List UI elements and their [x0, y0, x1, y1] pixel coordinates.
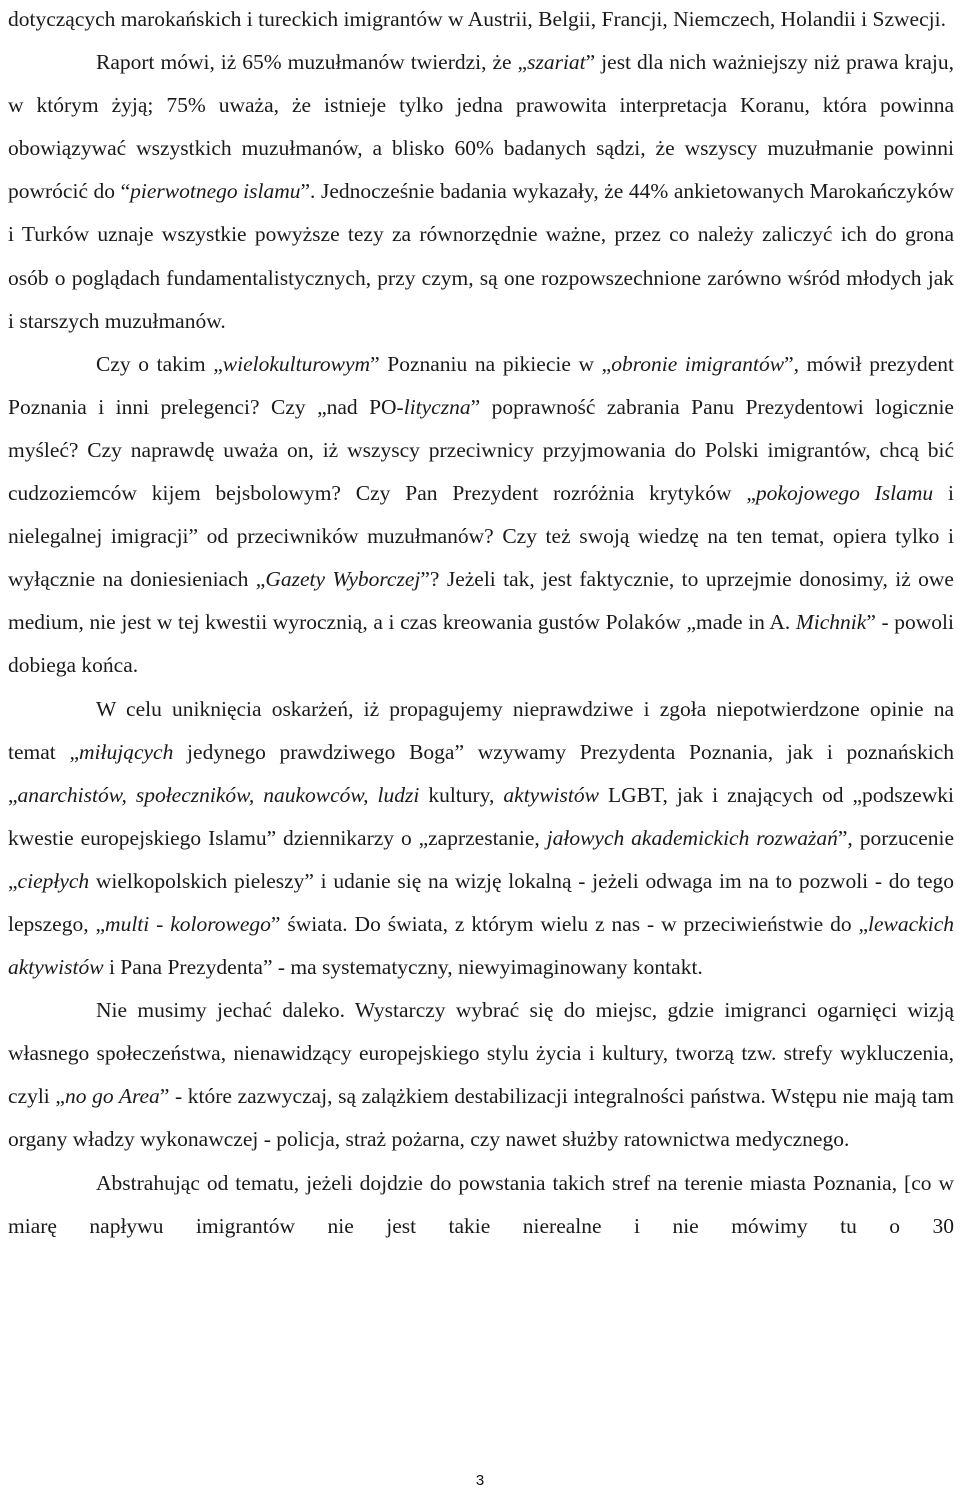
italic-text: no go Area — [64, 1084, 160, 1109]
text-run: ” jest dla nich ważniejszy niż prawa kraju, w którym żyją; 75% uważa, że istnieje tylko jedna prawowita interpretacja Koranu, która powinna obowiązywać wszystkich muzułmanów, a blisko 60% badanych sądzi, że wszyscy muzułmanie powinni powrócić do “ — [8, 50, 955, 204]
paragraph-continuation — [8, 0, 954, 41]
text-run: kultury, — [419, 782, 504, 807]
italic-text: wielokulturowym — [222, 351, 371, 376]
italic-text: aktywistów — [503, 782, 599, 807]
italic-text: miłujących — [79, 739, 174, 764]
italic-text: Gazety Wyborczej — [265, 567, 421, 592]
text-run: ” poprawność zabrania Panu Prezydentowi logicznie myśleć? Czy naprawdę uważa on, iż wszyscy przeciwnicy przyjmowania do Polski imigrantów, chcą bić cudzoziemców kijem bejsbolowym? Czy Pan Prezydent rozróżnia krytyków „ — [8, 394, 954, 506]
italic-text: lityczna — [403, 394, 471, 419]
paragraph-raport — [8, 41, 954, 343]
text-run: ” świata. Do świata, z którym wielu z nas - w przeciwieństwie do „ — [270, 911, 869, 936]
text-run: i Pana Prezydenta” - ma systematyczny, niewyimaginowany kontakt. — [103, 955, 703, 980]
paragraph-nie-musimy — [8, 989, 954, 1161]
italic-text: obronie imigrantów — [611, 351, 785, 376]
paragraph-abstrahujac — [8, 1162, 954, 1248]
text-run: dotyczących marokańskich i tureckich imigrantów w Austrii, Belgii, Francji, Niemczech, Holandii i Szwecji. — [8, 7, 946, 31]
text-run: W celu uniknięcia oskarżeń, iż propagujemy nieprawdziwe i zgoła niepotwierdzone opinie na temat „ — [8, 696, 954, 764]
text-run: LGBT, jak i znających od „podszewki kwestie europejskiego Islamu” dziennikarzy o „zaprzestanie, — [8, 782, 954, 850]
text-run: i nielegalnej imigracji” od przeciwników muzułmanów? Czy też swoją wiedzę na ten temat, opiera tylko i wyłącznie na doniesieniach „ — [8, 481, 954, 592]
document-body — [8, 0, 954, 1248]
paragraph-w-celu — [8, 688, 954, 990]
italic-text: pokojowego Islamu — [755, 481, 934, 506]
italic-text: Michnik — [795, 610, 867, 635]
italic-text: lewackich aktywistów — [8, 911, 954, 980]
paragraph-questions — [8, 343, 954, 688]
text-run: wielkopolskich pieleszy” i udanie się na wizję lokalną - jeżeli odwaga im na to pozwoli - do tego lepszego, „ — [8, 868, 954, 936]
text-run: Czy o takim „ — [96, 351, 223, 376]
italic-text: jałowych akademickich rozważań — [546, 825, 838, 850]
italic-text: multi - kolorowego — [105, 911, 271, 936]
page-number: 3 — [475, 1472, 485, 1489]
text-run: ”. Jednocześnie badania wykazały, że 44% ankietowanych Marokańczyków i Turków uznaje wszystkie powyższe tezy za równorzędnie ważne, przez co należy zaliczyć ich do grona osób o poglądach fundamentalistycznych, przy czym, są one rozpowszechnione zarówno wśród młodych jak i starszych muzułmanów. — [8, 179, 954, 333]
text-run: Raport mówi, iż 65% muzułmanów twierdzi, że „ — [96, 50, 528, 75]
italic-text: ciepłych — [17, 868, 90, 893]
text-run: Abstrahując od tematu, jeżeli dojdzie do powstania takich stref na terenie miasta Poznania, [co w miarę napływu imigrantów nie jest takie nierealne i nie mówimy tu o 30 — [8, 1170, 954, 1238]
text-run: ”, mówił prezydent Poznania i inni prelegenci? Czy „nad PO- — [8, 351, 954, 419]
text-run: ” Poznaniu na pikiecie w „ — [370, 351, 612, 376]
italic-text: anarchistów, społeczników, naukowców, ludzi — [17, 782, 420, 807]
text-run: Nie musimy jechać daleko. Wystarczy wybrać się do miejsc, gdzie imigranci ogarnięci wizją własnego społeczeństwa, nienawidzący europejskiego stylu życia i kultury, tworzą tzw. strefy wykluczenia, czyli „ — [8, 998, 954, 1109]
text-run: ”, porzucenie „ — [8, 825, 955, 893]
text-run: ” - które zazwyczaj, są zalążkiem destabilizacji integralności państwa. Wstępu nie mają tam organy władzy wykonawczej - policja, straż pożarna, czy nawet służby ratownictwa medycznego. — [8, 1084, 954, 1152]
italic-text: szariat — [527, 50, 586, 75]
text-run: jedynego prawdziwego Boga” wzywamy Prezydenta Poznania, jak i poznańskich „ — [8, 739, 954, 807]
text-run: ” - powoli dobiega końca. — [8, 610, 954, 678]
text-run: ”? Jeżeli tak, jest faktycznie, to uprzejmie donosimy, iż owe medium, nie jest w tej kwestii wyrocznią, a i czas kreowania gustów Polaków „made in A. — [8, 567, 954, 635]
italic-text: pierwotnego islamu — [130, 179, 301, 204]
